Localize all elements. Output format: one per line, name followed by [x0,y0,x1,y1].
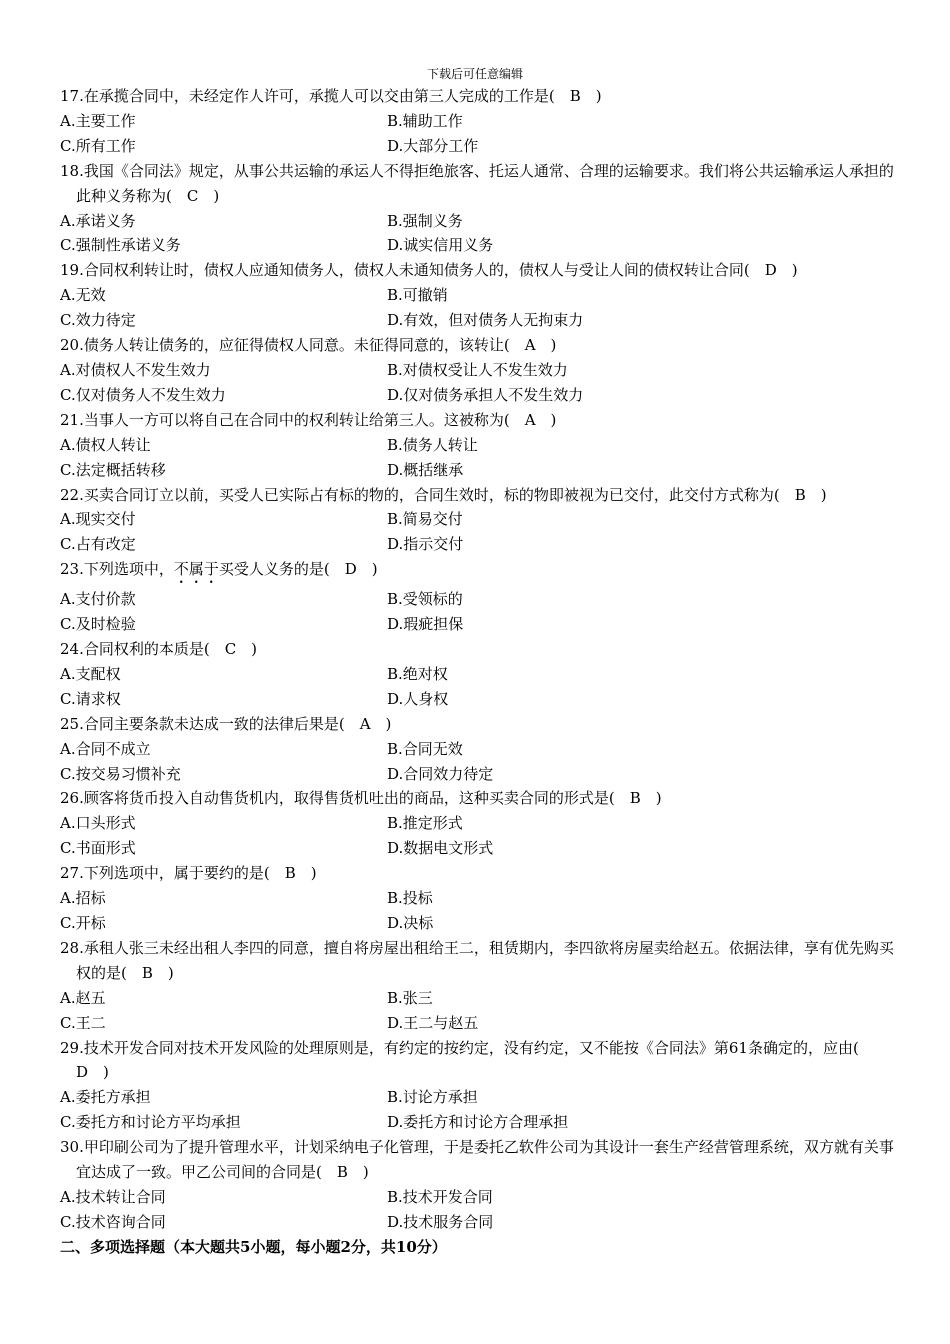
question-text [60,557,900,587]
question-text: 18.我国《合同法》规定，从事公共运输的承运人不得拒绝旅客、托运人通常、合理的运输要求。我们将公共运输承运人承担的此种义务称为( C ) [60,161,894,205]
option-b: B.简易交付 [387,510,463,529]
option-b: B.讨论方承担 [387,1088,478,1107]
option-d: D.仅对债务承担人不发生效力 [387,385,584,404]
option-a: A.赵五 [60,988,106,1007]
option-a: A.招标 [60,889,106,908]
question-text: 27.下列选项中，属于要约的是( B ) [60,864,317,883]
question-25 [60,712,900,787]
option-b: B.技术开发合同 [387,1187,493,1206]
option-a: A.主要工作 [60,111,136,130]
option-d: D.诚实信用义务 [387,236,494,255]
emphasized-text: 不属于 [173,560,219,579]
option-a: A.债权人转让 [60,435,151,454]
option-b: B.推定形式 [387,814,463,833]
question-19 [60,258,900,333]
question-text: 25.合同主要条款未达成一致的法律后果是( A ) [60,714,392,733]
option-d: D.指示交付 [387,535,464,554]
question-29 [60,1036,900,1136]
option-b: B.可撤销 [387,286,448,305]
question-text: 26.顾客将货币投入自动售货机内，取得售货机吐出的商品，这种买卖合同的形式是( B ) [60,789,662,808]
option-b: B.合同无效 [387,739,463,758]
option-c: C.及时检验 [60,615,136,634]
question-text: 20.债务人转让债务的，应征得债权人同意。未征得同意的，该转让( A ) [60,336,557,355]
question-text: 19.合同权利转让时，债权人应通知债务人，债权人未通知债务人的，债权人与受让人间的债权转让合同( D ) [60,261,798,280]
option-a: A.合同不成立 [60,739,151,758]
option-c: C.法定概括转移 [60,460,166,479]
question-27 [60,861,900,936]
option-b: B.辅助工作 [387,111,463,130]
question-text: 30.甲印刷公司为了提升管理水平，计划采纳电子化管理，于是委托乙软件公司为其设计一套生产经营管理系统，双方就有关事宜达成了一致。甲乙公司间的合同是( B ) [60,1138,894,1182]
question-20 [60,333,900,408]
option-c: C.委托方和讨论方平均承担 [60,1113,241,1132]
question-text: 29.技术开发合同对技术开发风险的处理原则是，有约定的按约定，没有约定，又不能按《合同法》第61条确定的，应由( D ) [60,1038,874,1082]
question-28 [60,936,900,1036]
option-d: D.人身权 [387,689,449,708]
section-title: 二、多项选择题（本大题共5小题，每小题2分，共10分） [60,1237,447,1256]
option-a: A.支配权 [60,664,121,683]
option-c: C.占有改定 [60,535,136,554]
option-d: D.决标 [387,914,434,932]
option-c: C.开标 [60,914,106,932]
question-text: 21.当事人一方可以将自己在合同中的权利转让给第三人。这被称为( A ) [60,410,557,429]
option-a: A.承诺义务 [60,211,136,230]
question-26 [60,786,900,861]
option-b: B.张三 [387,988,433,1007]
option-b: B.对债权受让人不发生效力 [387,360,568,379]
option-b: B.债务人转让 [387,435,478,454]
option-d: D.技术服务合同 [387,1212,494,1231]
option-c: C.技术咨询合同 [60,1212,166,1231]
option-c: C.效力待定 [60,311,136,330]
option-d: D.有效，但对债务人无拘束力 [387,311,584,330]
option-a: A.口头形式 [60,814,136,833]
option-c: C.王二 [60,1013,106,1032]
option-c: C.按交易习惯补充 [60,764,181,783]
question-text: 22.买卖合同订立以前，买受人已实际占有标的物的，合同生效时，标的物即被视为已交付，此交付方式称为( B ) [60,485,827,504]
question-text-post: 买受人义务的是( D ) [218,560,378,579]
option-d: D.合同效力待定 [387,764,494,783]
option-d: D.瑕疵担保 [387,615,464,634]
question-23 [60,557,900,637]
option-a: A.无效 [60,286,106,305]
option-c: C.强制性承诺义务 [60,236,181,255]
question-21 [60,408,900,483]
option-a: A.技术转让合同 [60,1187,166,1206]
document-body [60,84,900,1260]
option-d: D.王二与赵五 [387,1013,479,1032]
question-text-pre: 23.下列选项中， [60,560,174,579]
question-text: 28.承租人张三未经出租人李四的同意，擅自将房屋出租给王二，租赁期内，李四欲将房屋卖给赵五。依据法律，享有优先购买权的是( B ) [60,938,894,982]
option-c: C.仅对债务人不发生效力 [60,385,226,404]
option-c: C.所有工作 [60,136,136,155]
question-22 [60,483,900,558]
option-a: A.委托方承担 [60,1088,151,1107]
option-a: A.现实交付 [60,510,136,529]
question-17 [60,84,900,159]
option-d: D.数据电文形式 [387,839,494,858]
option-b: B.受领标的 [387,590,463,609]
option-d: D.大部分工作 [387,136,479,155]
question-text: 17.在承揽合同中，未经定作人许可，承揽人可以交由第三人完成的工作是( B ) [60,87,602,105]
option-d: D.概括继承 [387,460,464,479]
option-a: A.对债权人不发生效力 [60,360,211,379]
option-c: C.请求权 [60,689,121,708]
option-c: C.书面形式 [60,839,136,858]
question-24 [60,637,900,712]
page-header: 下载后可任意编辑 [426,67,523,81]
option-b: B.绝对权 [387,664,448,683]
option-b: B.投标 [387,889,433,908]
option-a: A.支付价款 [60,590,136,609]
question-30 [60,1135,900,1235]
question-text: 24.合同权利的本质是( C ) [60,640,258,659]
option-b: B.强制义务 [387,211,463,230]
option-d: D.委托方和讨论方合理承担 [387,1113,569,1132]
question-18 [60,159,900,259]
